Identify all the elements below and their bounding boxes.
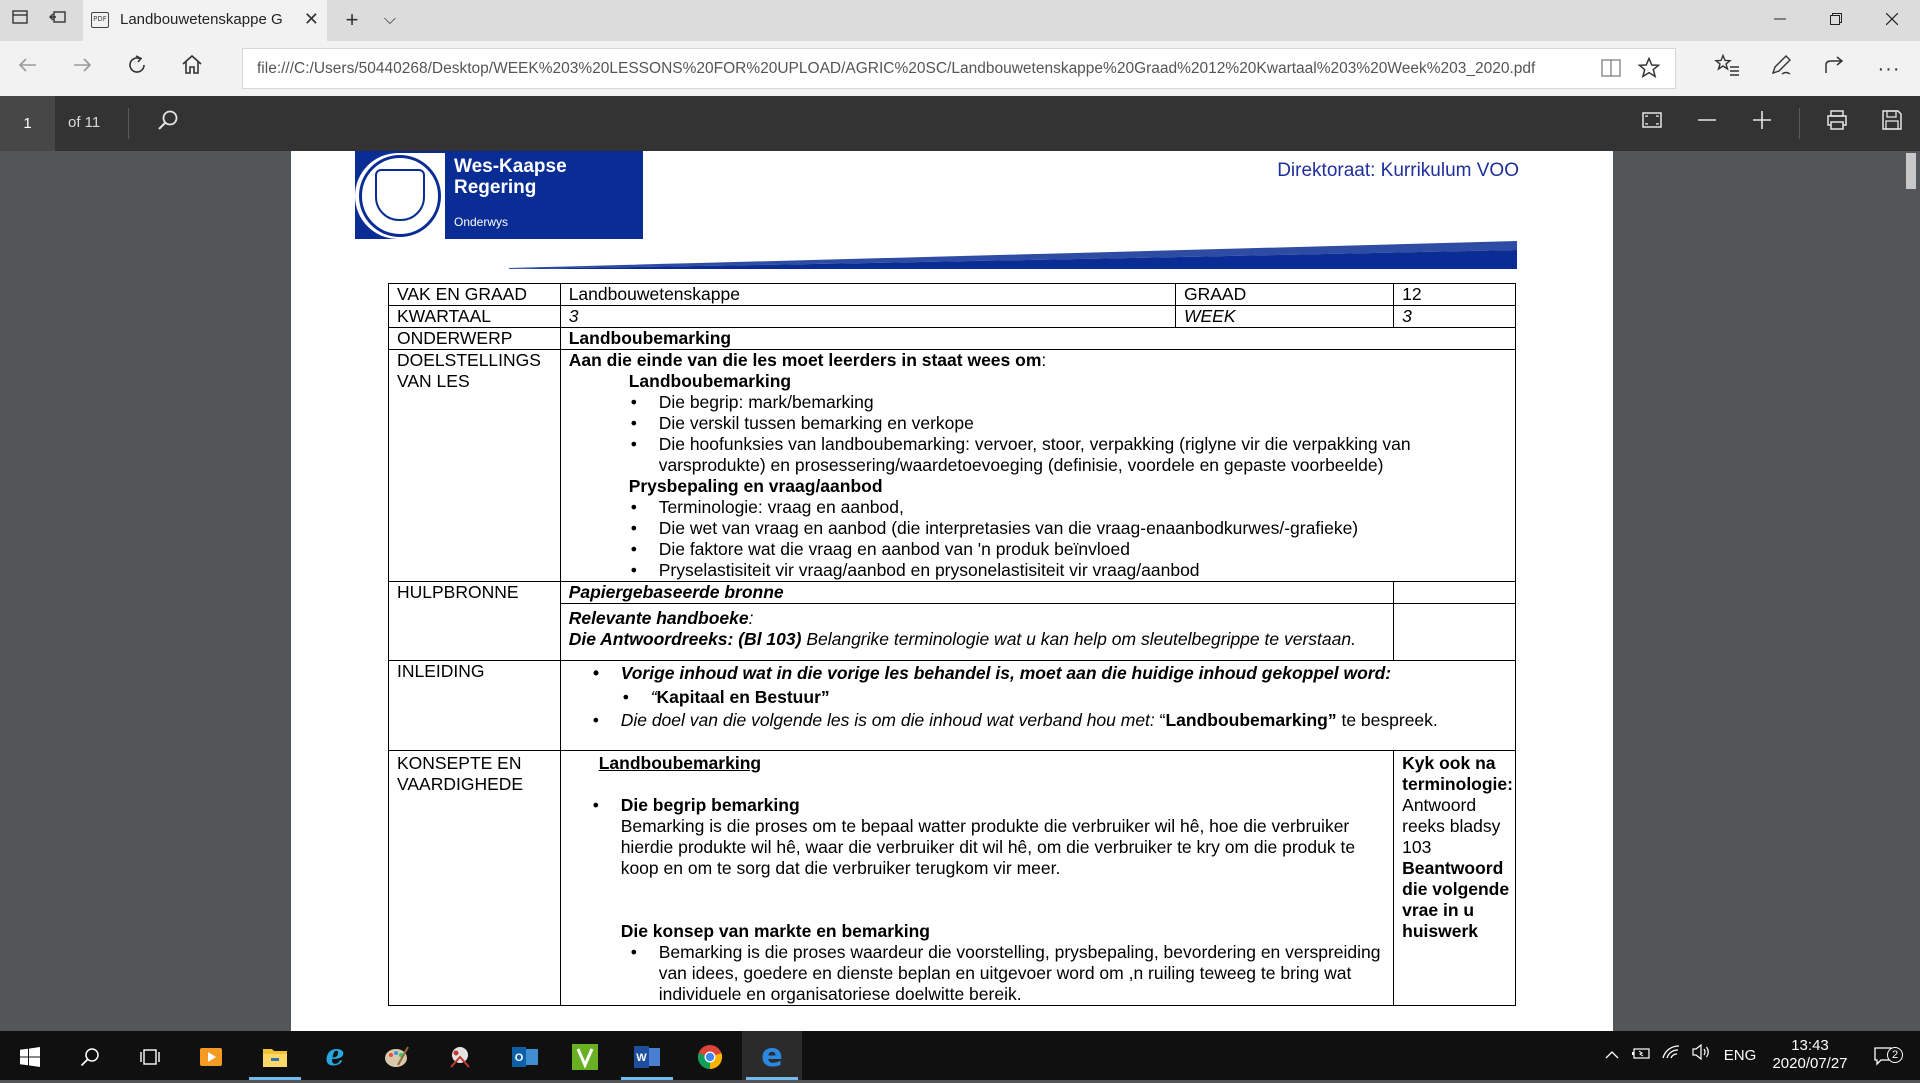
paint-icon[interactable] (367, 1031, 427, 1080)
konsepte-heading: Landboubemarking (598, 753, 762, 773)
vak-label: VAK EN GRAAD (389, 284, 561, 306)
inleiding-label: INLEIDING (389, 661, 561, 751)
textbook-title: Die Antwoordreeks: (Bl 103) (568, 629, 802, 649)
outlook-icon[interactable] (495, 1031, 555, 1080)
home-icon[interactable] (176, 53, 208, 85)
table-row (389, 661, 1516, 751)
tab-close-icon[interactable]: ✕ (303, 9, 319, 29)
svg-text:W: W (636, 1052, 647, 1065)
side-note-kyk: Kyk ook na terminologie: (1402, 753, 1513, 794)
clock-date: 2020/07/27 (1772, 1055, 1848, 1072)
list-item: • Vorige inhoud wat in die vorige les behandel is, moet aan die huidige inhoud gekoppel word: (591, 663, 1507, 684)
concept-title: Die konsep van markte en bemarking (620, 921, 930, 941)
side-note-answer: Beantwoord die volgende vrae in u huiswerk (1402, 858, 1510, 941)
minimize-button[interactable] (1752, 0, 1808, 41)
chrome-icon[interactable] (680, 1031, 740, 1080)
table-row (389, 306, 1516, 328)
close-window-button[interactable] (1864, 0, 1920, 41)
inleiding-content (560, 661, 1515, 751)
list-item: • Terminologie: vraag en aanbod, (629, 497, 1507, 518)
wifi-icon[interactable] (1659, 1031, 1685, 1080)
restore-button[interactable] (1808, 0, 1864, 41)
graad-value: 12 (1394, 284, 1516, 306)
pdf-page (291, 151, 1613, 1031)
tab-manager-icon[interactable] (8, 8, 32, 32)
tab-title: Landbouwetenskappe G (120, 11, 283, 28)
doel-section-heading: Prysbepaling en vraag/aanbod (628, 476, 883, 496)
title-bar (0, 0, 1920, 41)
table-row (389, 751, 1516, 1006)
save-icon[interactable] (1877, 109, 1907, 139)
scrollbar-thumb[interactable] (1906, 153, 1916, 189)
snipping-icon[interactable] (430, 1031, 490, 1080)
favorite-star-icon[interactable] (1637, 56, 1661, 86)
doel-colon: : (1041, 350, 1047, 370)
language-indicator[interactable]: ENG (1723, 1047, 1757, 1064)
search-icon[interactable] (153, 109, 183, 139)
kwartaal-label: KWARTAAL (389, 306, 561, 328)
konsepte-content (560, 751, 1393, 1006)
new-tab-button[interactable]: + (345, 7, 359, 32)
page-number-input[interactable]: 1 (0, 96, 55, 151)
doel-intro: Aan die einde van die les moet leerders in staat wees om (568, 350, 1042, 370)
lesson-plan-table (388, 283, 1516, 1006)
share-icon[interactable] (1819, 53, 1851, 85)
list-item: • Die verskil tussen bemarking en verkope (629, 413, 1507, 434)
svg-text:O: O (514, 1052, 524, 1065)
refresh-icon[interactable] (121, 53, 153, 85)
logo-department: Onderwys (454, 215, 509, 229)
table-row (389, 328, 1516, 350)
textbooks-heading: Relevante handboeke (568, 608, 749, 628)
volume-icon[interactable] (1689, 1031, 1713, 1080)
list-item: • “Kapitaal en Bestuur” (621, 687, 1507, 708)
favorites-hub-icon[interactable] (1711, 53, 1743, 85)
clock-time: 13:43 (1791, 1037, 1829, 1054)
list-item: • Pryselastisiteit vir vraag/aanbod en prysonelastisiteit vir vraag/aanbod (629, 560, 1507, 581)
doel-content (560, 350, 1515, 582)
fit-to-page-icon[interactable] (1637, 109, 1667, 139)
show-hidden-icons-chevron-icon[interactable] (1600, 1031, 1624, 1080)
vertical-scrollbar[interactable] (1902, 151, 1920, 1031)
kwartaal-value: 3 (560, 306, 1175, 328)
hulp-label: HULPBRONNE (389, 582, 561, 661)
forward-icon[interactable] (66, 53, 98, 85)
print-icon[interactable] (1822, 109, 1852, 139)
clock[interactable] (1770, 1031, 1850, 1080)
start-icon[interactable] (0, 1031, 60, 1080)
navigation-bar (0, 41, 1920, 96)
page-count: of 11 (68, 114, 101, 131)
internet-explorer-icon[interactable]: e (325, 1038, 345, 1073)
pdf-file-icon: PDF (91, 12, 109, 28)
directorate-heading: Direktoraat: Kurrikulum VOO (1277, 160, 1519, 181)
list-item: • Die faktore wat die vraag en aanbod van 'n produk beïnvloed (629, 539, 1507, 560)
onderwerp-label: ONDERWERP (389, 328, 561, 350)
edge-icon[interactable]: e (742, 1031, 802, 1080)
wcg-logo (355, 151, 643, 239)
zoom-in-icon[interactable] (1747, 109, 1777, 139)
list-item: • Die doel van die volgende les is om die inhoud wat verband hou met: “Landboubemarking” te bespreek. (591, 710, 1507, 731)
back-icon[interactable] (12, 53, 44, 85)
battery-icon[interactable] (1628, 1031, 1654, 1080)
week-value: 3 (1394, 306, 1516, 328)
table-row (389, 284, 1516, 306)
address-bar[interactable] (242, 48, 1676, 89)
tab-menu-chevron-icon[interactable]: ⌵ (383, 11, 397, 28)
konsepte-label: KONSEPTE EN VAARDIGHEDE (389, 751, 561, 1006)
notification-badge: 2 (1887, 1047, 1903, 1063)
graad-label: GRAAD (1175, 284, 1393, 306)
doel-intro-line (569, 350, 1507, 371)
onderwerp-value: Landboubemarking (560, 328, 1515, 350)
set-aside-tabs-icon[interactable] (46, 8, 70, 32)
browser-tab[interactable] (83, 0, 327, 41)
pdf-toolbar (0, 96, 1920, 151)
textbook-description: Belangrike terminologie wat u kan help om sleutelbegrippe te verstaan. (801, 629, 1356, 649)
week-label: WEEK (1175, 306, 1393, 328)
table-row (389, 582, 1516, 604)
list-item: • Die wet van vraag en aanbod (die interpretasies van die vraag-enaanbodkurwes/-grafieke) (629, 518, 1507, 539)
reading-view-icon[interactable] (1599, 56, 1623, 86)
taskbar (0, 1031, 1920, 1080)
logo-line-1: Wes-Kaapse (454, 156, 567, 177)
list-item: • Die hoofunksies van landboubemarking: vervoer, stoor, verpakking (riglyne vir die verpakking van varsprodukte) en prosessering/waardetoevoeging (definisie, voordele en gepaste voorbeelde) (629, 434, 1507, 476)
zoom-out-icon[interactable] (1692, 109, 1722, 139)
vpn-icon[interactable] (555, 1031, 615, 1080)
action-center-icon[interactable] (1862, 1031, 1906, 1080)
toolbar-divider (128, 108, 129, 139)
doel-section-heading: Landboubemarking (628, 371, 792, 391)
list-item (591, 795, 1385, 879)
logo-line-2: Regering (454, 177, 537, 198)
doel-label: DOELSTELLINGS VAN LES (389, 350, 561, 582)
hulp-paper-sources: Papiergebaseerde bronne (560, 582, 1393, 604)
concept-title: • Die begrip bemarking (620, 795, 800, 815)
konsepte-side-notes (1394, 751, 1516, 1006)
coat-of-arms-icon (355, 153, 445, 239)
vak-value: Landbouwetenskappe (560, 284, 1175, 306)
table-row (389, 350, 1516, 582)
url-text[interactable]: file:///C:/Users/50440268/Desktop/WEEK%203%20LESSONS%20FOR%20UPLOAD/AGRIC%20SC/Landbouwetenskappe%20Graad%2012%20Kwartaal%203%20Week%203_2020.pdf (257, 60, 1536, 77)
more-icon[interactable]: ··· (1877, 58, 1901, 80)
task-view-icon[interactable] (120, 1031, 180, 1080)
list-item: • Bemarking is die proses waardeur die voorstelling, prysbepaling, bevordering en verspreiding van idees, goedere en dienste beplan en uitgevoer word om ,n ruiling teweeg te bring wat individuele en organisatoriese doelwitte bereik. (629, 942, 1385, 1005)
side-note-reference: Antwoord reeks bladsy 103 (1402, 795, 1501, 857)
toolbar-divider (1799, 108, 1800, 139)
hulp-textbooks (560, 604, 1393, 661)
search-icon[interactable] (60, 1031, 120, 1080)
list-item: • Die begrip: mark/bemarking (629, 392, 1507, 413)
file-explorer-icon[interactable] (245, 1031, 305, 1080)
media-player-icon[interactable] (181, 1031, 241, 1080)
concept-text: Bemarking is die proses om te bepaal watter produkte die verbruiker wil hê, hoe die verbruiker hierdie produkte wil hê, waar die verbruiker dit wil hê, om die verbruiker te kry om die produk te koop en om te sorg dat die verbruiker terugkom vir meer. (620, 816, 1356, 878)
header-swoosh (509, 241, 1517, 269)
word-icon[interactable] (617, 1031, 677, 1080)
textbooks-colon: : (748, 608, 754, 628)
pen-icon[interactable] (1765, 53, 1797, 85)
